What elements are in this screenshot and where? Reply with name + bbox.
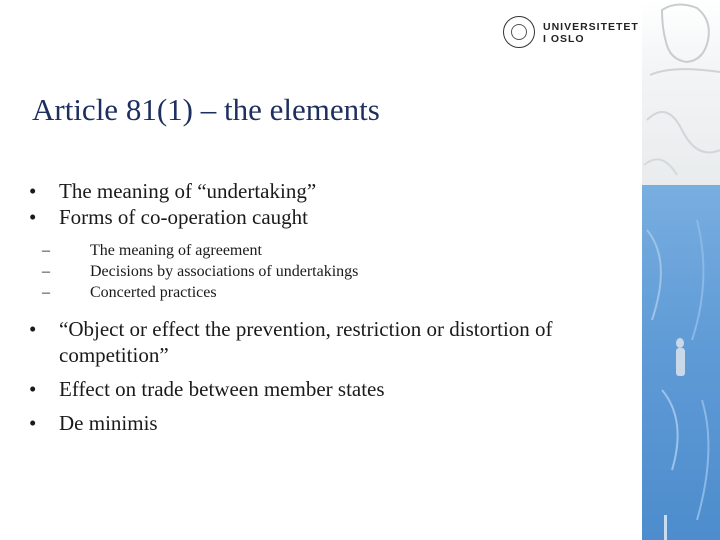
bullet-list xyxy=(28,178,638,436)
bullet-marker: • xyxy=(29,411,37,435)
dash-marker: – xyxy=(42,263,50,280)
bullet-marker: • xyxy=(29,179,37,203)
decorative-side-band xyxy=(642,0,720,540)
university-seal-icon xyxy=(503,16,535,48)
bullet-item xyxy=(28,316,638,368)
bullet-text: “Object or effect the prevention, restriction or distortion of competition” xyxy=(59,317,553,367)
slide-title: Article 81(1) – the elements xyxy=(32,92,380,127)
bullet-text: Effect on trade between member states xyxy=(59,377,385,401)
bullet-text: Forms of co-operation caught xyxy=(59,205,309,229)
sub-bullet-text: Concerted practices xyxy=(90,284,217,301)
logo-line-2: I OSLO xyxy=(543,33,585,45)
bullet-text: De minimis xyxy=(59,411,158,435)
bullet-marker: • xyxy=(29,377,37,401)
dash-marker: – xyxy=(42,284,50,301)
sub-bullet-text: The meaning of agreement xyxy=(90,242,262,259)
sub-bullet-text: Decisions by associations of undertakings xyxy=(90,263,359,280)
sub-bullet-item xyxy=(28,282,638,303)
bullet-marker: • xyxy=(29,317,37,341)
bullet-item xyxy=(28,410,638,436)
bullet-item xyxy=(28,178,638,204)
side-band-artwork xyxy=(642,0,720,540)
bullet-marker: • xyxy=(29,205,37,229)
university-logo xyxy=(503,16,638,50)
bullet-text: The meaning of “undertaking” xyxy=(59,179,317,203)
logo-line-1: UNIVERSITETET xyxy=(543,21,639,33)
bullet-item xyxy=(28,204,638,230)
dash-marker: – xyxy=(42,242,50,259)
sub-bullet-item xyxy=(28,261,638,282)
university-name xyxy=(543,21,639,45)
bullet-item xyxy=(28,376,638,402)
sub-bullet-item xyxy=(28,240,638,261)
